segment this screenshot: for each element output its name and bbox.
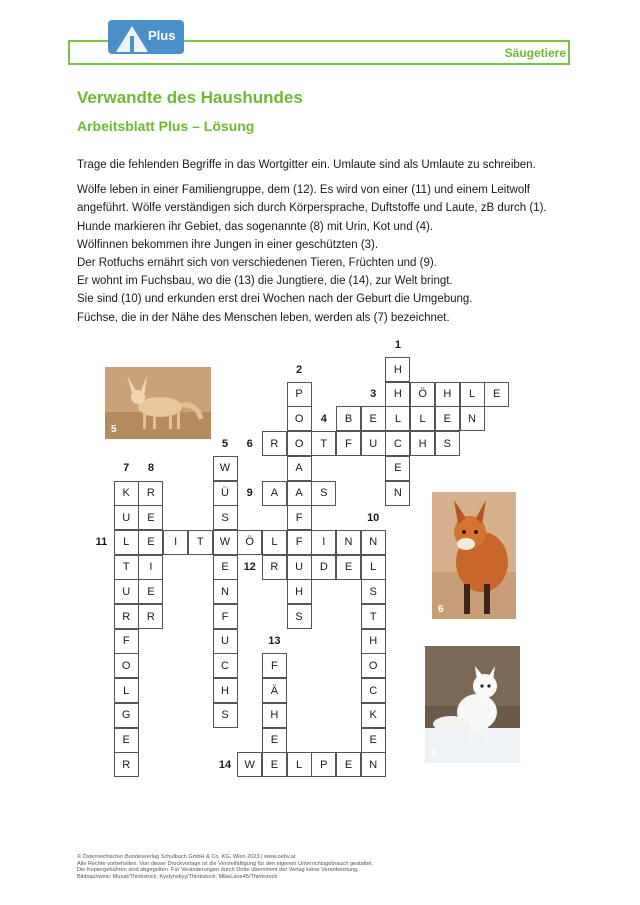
crossword-cell: B xyxy=(336,406,361,431)
clue-number: 13 xyxy=(268,635,281,648)
crossword-cell: O xyxy=(287,406,312,431)
crossword-cell: H xyxy=(213,678,238,703)
crossword-cell: F xyxy=(114,629,139,654)
paragraph-line: angeführt. Wölfe verständigen sich durch Körpersprache, Duftstoffe und Laute, zB durch (1). xyxy=(77,202,547,215)
paragraph-line: Wölfe leben in einer Familiengruppe, dem (12). Es wird von einer (11) und einem Leitwolf xyxy=(77,184,530,197)
photo-label: 6 xyxy=(438,604,444,615)
crossword-cell: S xyxy=(311,481,336,506)
crossword-cell: I xyxy=(163,530,188,555)
footer-line: © Österreichischer Bundesverlag Schulbuch GmbH & Co. KG, Wien 2023 | www.oebv.at xyxy=(77,854,296,860)
crossword-cell: U xyxy=(114,505,139,530)
crossword-cell: N xyxy=(213,579,238,604)
crossword-cell: E xyxy=(262,752,287,777)
crossword-cell: E xyxy=(114,728,139,753)
crossword-cell: T xyxy=(361,604,386,629)
crossword-cell: L xyxy=(410,406,435,431)
crossword-cell: S xyxy=(213,505,238,530)
red-fox-image xyxy=(432,492,516,619)
crossword-cell: Ö xyxy=(410,382,435,407)
clue-number: 7 xyxy=(123,462,130,475)
crossword-cell: Ü xyxy=(213,481,238,506)
crossword-cell: W xyxy=(237,752,262,777)
footer xyxy=(77,854,373,880)
crossword-cell: A xyxy=(287,456,312,481)
crossword-cell: H xyxy=(410,431,435,456)
crossword-cell: E xyxy=(138,579,163,604)
footer-line: Die Kopiergebühren sind abgegolten. Für Veränderungen durch Dritte übernimmt der Verlag keine Verantwortung. xyxy=(77,867,359,874)
crossword-cell: S xyxy=(435,431,460,456)
crossword-cell: E xyxy=(336,752,361,777)
crossword-cell: S xyxy=(213,703,238,728)
clue-number: 4 xyxy=(320,412,327,425)
crossword-cell: Ä xyxy=(262,678,287,703)
crossword-cell: K xyxy=(361,703,386,728)
crossword-cell: T xyxy=(311,431,336,456)
crossword-cell: E xyxy=(361,728,386,753)
crossword-cell: F xyxy=(287,505,312,530)
crossword-cell: Ö xyxy=(237,530,262,555)
photo-fennec-fox xyxy=(105,367,211,439)
arctic-fox-image xyxy=(425,646,520,763)
crossword-cell: A xyxy=(262,481,287,506)
crossword-cell: C xyxy=(361,678,386,703)
crossword-cell: E xyxy=(435,406,460,431)
crossword-cell: H xyxy=(287,579,312,604)
page-title: Verwandte des Haushundes xyxy=(77,88,303,107)
crossword-cell: F xyxy=(213,604,238,629)
page-subtitle: Arbeitsblatt Plus – Lösung xyxy=(77,118,255,134)
crossword-cell: E xyxy=(262,728,287,753)
crossword-cell: W xyxy=(213,530,238,555)
crossword-cell: N xyxy=(361,530,386,555)
crossword-cell: F xyxy=(336,431,361,456)
crossword-cell: H xyxy=(262,703,287,728)
instruction: Trage die fehlenden Begriffe in das Wortgitter ein. Umlaute sind als Umlaute zu schreiben. xyxy=(77,159,536,171)
crossword-cell: O xyxy=(114,653,139,678)
clue-number: 12 xyxy=(243,561,256,574)
crossword-cell: E xyxy=(361,406,386,431)
clue-number: 14 xyxy=(218,758,232,771)
clue-number: 11 xyxy=(95,536,108,549)
photo-red-fox xyxy=(432,492,516,619)
clue-number: 10 xyxy=(367,511,380,524)
crossword-cell: E xyxy=(336,555,361,580)
crossword-cell: R xyxy=(262,555,287,580)
crossword-cell: H xyxy=(385,382,410,407)
crossword-cell: E xyxy=(138,505,163,530)
clue-number: 3 xyxy=(370,388,377,401)
paragraph-line: Sie sind (10) und erkunden erst drei Wochen nach der Geburt die Umgebung. xyxy=(77,293,473,306)
crossword-cell: G xyxy=(114,703,139,728)
crossword-cell: W xyxy=(213,456,238,481)
paragraph-line: Hunde markieren ihr Gebiet, das sogenannte (8) mit Urin, Kot und (4). xyxy=(77,220,434,233)
paragraph-line: Füchse, die in der Nähe des Menschen leben, werden als (7) bezeichnet. xyxy=(77,311,450,324)
photo-label: 2 xyxy=(431,748,437,759)
footer-line: Alle Rechte vorbehalten. Von dieser Druckvorlage ist die Vervielfältigung für den eigenen Unterrichtsgebrauch gestattet. xyxy=(77,860,374,867)
crossword-cell: N xyxy=(336,530,361,555)
crossword-cell: L xyxy=(361,555,386,580)
paragraph-line: Er wohnt im Fuchsbau, wo die (13) die Jungtiere, die (14), zur Welt bringt. xyxy=(77,275,453,288)
clue-number: 1 xyxy=(394,338,401,351)
crossword-cell: R xyxy=(138,481,163,506)
crossword-cell: S xyxy=(287,604,312,629)
crossword-cell: T xyxy=(188,530,213,555)
crossword-cell: N xyxy=(460,406,485,431)
crossword-cell: A xyxy=(287,481,312,506)
crossword-cell: E xyxy=(213,555,238,580)
crossword-cell: R xyxy=(114,752,139,777)
crossword-cell: I xyxy=(311,530,336,555)
crossword-cell: I xyxy=(138,555,163,580)
photo-arctic-fox xyxy=(425,646,520,763)
crossword-cell: F xyxy=(287,530,312,555)
crossword-cell: H xyxy=(435,382,460,407)
crossword-cell: F xyxy=(262,653,287,678)
clue-number: 9 xyxy=(246,487,253,499)
paragraph-line: Wölfinnen bekommen ihre Jungen in einer geschützten (3). xyxy=(77,238,379,251)
crossword-cell: L xyxy=(385,406,410,431)
crossword-cell: R xyxy=(114,604,139,629)
crossword-cell: O xyxy=(361,653,386,678)
clue-number: 8 xyxy=(147,462,154,475)
crossword-cell: P xyxy=(287,382,312,407)
crossword-cell: U xyxy=(361,431,386,456)
crossword-cell: C xyxy=(213,653,238,678)
crossword-cell: N xyxy=(385,481,410,506)
crossword-cell: S xyxy=(361,579,386,604)
crossword-cell: U xyxy=(114,579,139,604)
fennec-fox-image xyxy=(105,367,211,439)
crossword-cell: H xyxy=(385,357,410,382)
clue-number: 5 xyxy=(221,437,229,450)
crossword-cell: R xyxy=(138,604,163,629)
logo-text: Plus xyxy=(148,28,176,43)
crossword-cell: K xyxy=(114,481,139,506)
crossword-cell: E xyxy=(385,456,410,481)
crossword-cell: R xyxy=(262,431,287,456)
crossword-cell: L xyxy=(114,530,139,555)
footer-line: Bildnachweis: Musat/Thinkstock; Kyslynskyy/Thinkstock; MikeLane45/Thinkstock xyxy=(77,873,278,880)
crossword-cell: O xyxy=(287,431,312,456)
crossword-cell: L xyxy=(262,530,287,555)
clue-number: 6 xyxy=(246,437,253,450)
crossword-cell: E xyxy=(138,530,163,555)
crossword-cell: T xyxy=(114,555,139,580)
crossword-cell: E xyxy=(484,382,509,407)
crossword-cell: N xyxy=(361,752,386,777)
paragraph-line: Der Rotfuchs ernährt sich von verschiedenen Tieren, Früchten und (9). xyxy=(77,257,437,270)
subject-label: Säugetiere xyxy=(504,46,566,60)
crossword-cell: P xyxy=(311,752,336,777)
photo-label: 5 xyxy=(111,424,117,435)
crossword-cell: C xyxy=(385,431,410,456)
clue-number: 2 xyxy=(296,363,303,376)
crossword-cell: H xyxy=(361,629,386,654)
crossword-cell: L xyxy=(287,752,312,777)
crossword-cell: U xyxy=(287,555,312,580)
crossword-cell: U xyxy=(213,629,238,654)
crossword-cell: L xyxy=(460,382,485,407)
crossword-cell: D xyxy=(311,555,336,580)
crossword-cell: L xyxy=(114,678,139,703)
